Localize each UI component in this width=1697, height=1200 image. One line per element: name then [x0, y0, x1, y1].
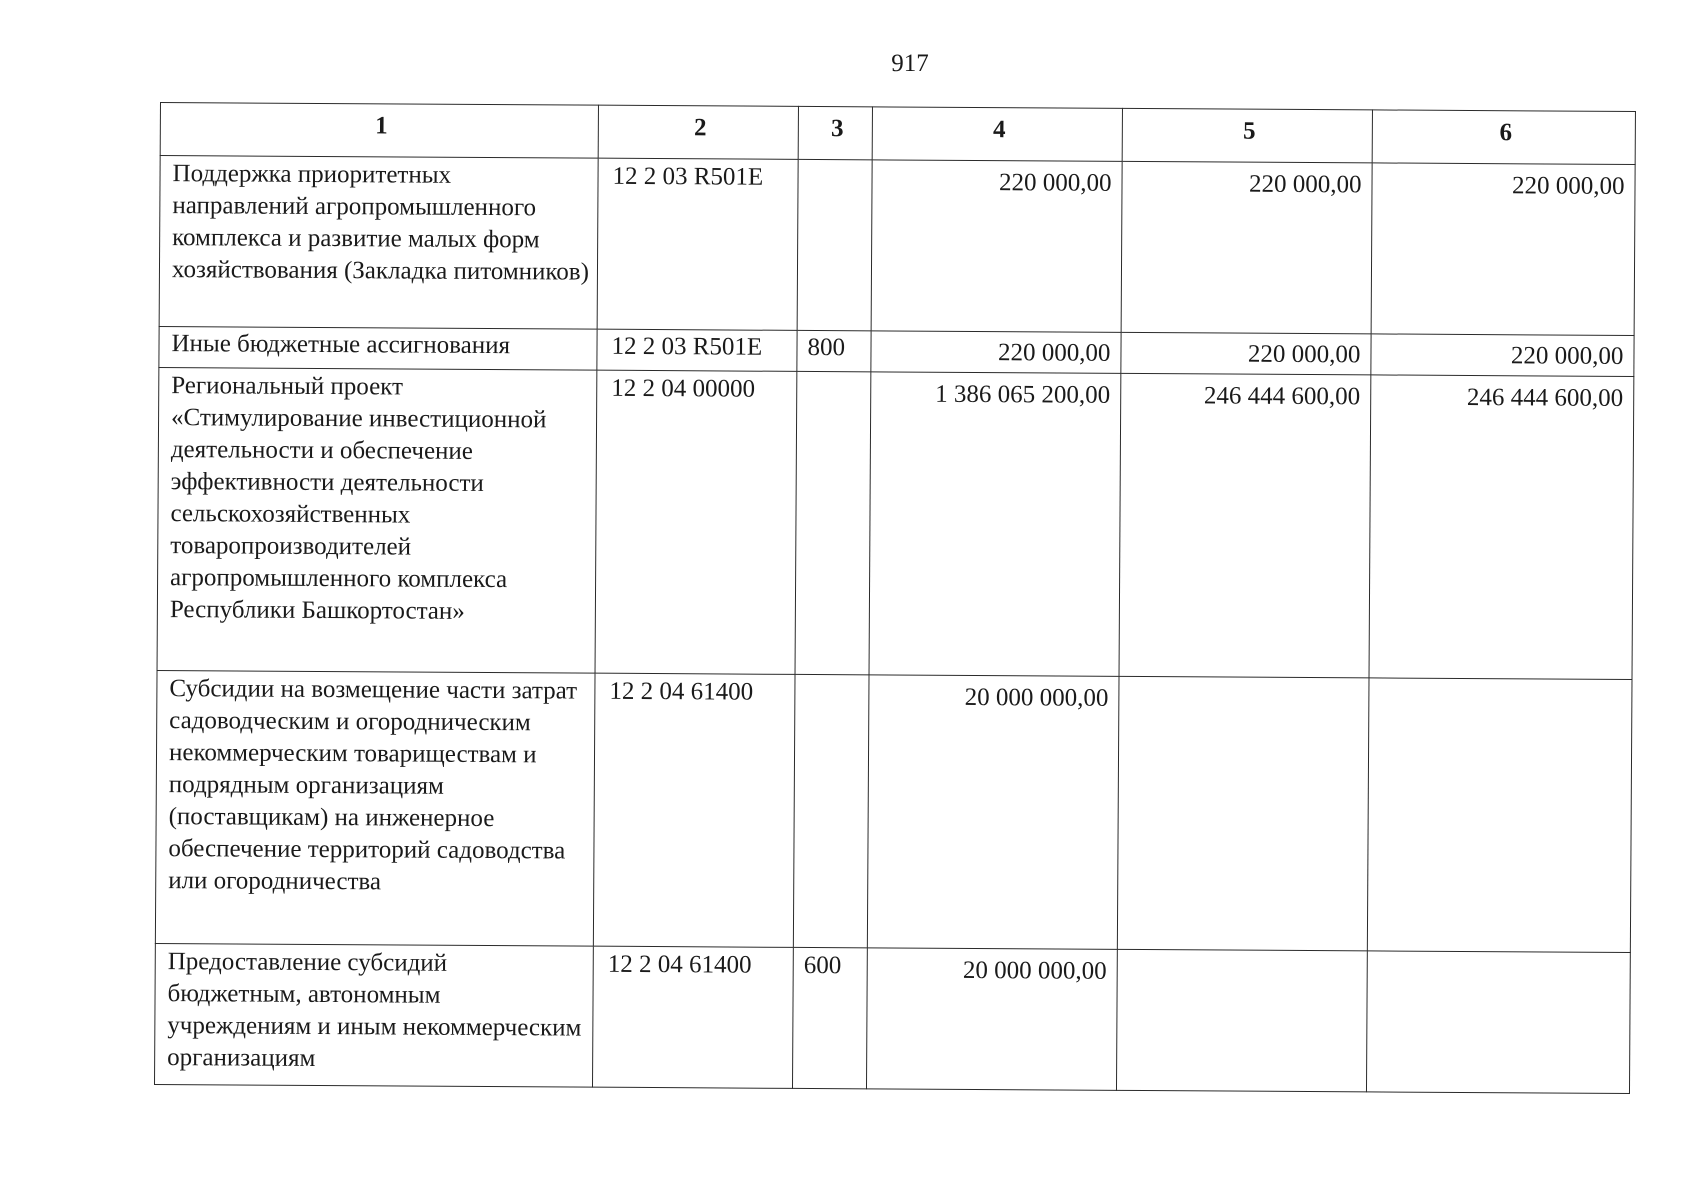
row-name: Субсидии на возмещение части затрат садоводческим и огородническим некоммерческим товариществам и подрядным организациям (поставщикам) на инженерное обеспечение территорий садоводства или огородничества — [155, 670, 595, 946]
row-value-4: 1 386 065 200,00 — [869, 372, 1121, 677]
row-type — [795, 371, 871, 674]
header-col-6: 6 — [1372, 110, 1635, 165]
header-col-2: 2 — [598, 105, 798, 159]
row-name: Иные бюджетные ассигнования — [159, 326, 597, 370]
row-type: 800 — [797, 330, 871, 371]
budget-table — [154, 102, 1636, 1094]
table-row — [154, 943, 1630, 1093]
table-row — [155, 670, 1632, 952]
row-value-6 — [1366, 951, 1630, 1094]
row-value-6: 220 000,00 — [1371, 163, 1635, 336]
header-col-1: 1 — [160, 103, 598, 159]
row-value-6: 246 444 600,00 — [1369, 375, 1634, 680]
table-header-row — [160, 103, 1635, 165]
row-value-5 — [1116, 949, 1367, 1092]
row-code: 12 2 04 61400 — [592, 946, 793, 1088]
row-value-5 — [1117, 676, 1369, 951]
table-row — [157, 367, 1634, 679]
row-code: 12 2 03 R501E — [597, 329, 797, 371]
row-value-6: 220 000,00 — [1371, 334, 1634, 377]
page-number: 917 — [891, 50, 929, 77]
row-value-4: 20 000 000,00 — [867, 675, 1119, 950]
row-type — [793, 674, 869, 947]
row-name: Региональный проект «Стимулирование инвестиционной деятельности и обеспечение эффективности деятельности сельскохозяйственных товаропроизводителей агропромышленного комплекса Республики Башкортостан» — [157, 367, 597, 673]
row-value-6 — [1367, 678, 1632, 953]
row-name: Предоставление субсидий бюджетным, автономным учреждениям и иным некоммерческим организациям — [154, 943, 593, 1087]
row-value-5: 220 000,00 — [1121, 161, 1372, 334]
row-name: Поддержка приоритетных направлений агропромышленного комплекса и развитие малых форм хозяйствования (Закладка питомников) — [159, 156, 598, 330]
row-value-5: 220 000,00 — [1121, 332, 1371, 375]
budget-table-wrapper — [154, 102, 1635, 1094]
row-type — [797, 159, 872, 330]
row-code: 12 2 04 00000 — [595, 370, 797, 674]
header-col-5: 5 — [1122, 108, 1372, 163]
row-value-4: 220 000,00 — [871, 160, 1122, 333]
header-col-4: 4 — [872, 107, 1122, 162]
row-value-4: 220 000,00 — [871, 331, 1121, 374]
row-code: 12 2 03 R501E — [597, 158, 798, 330]
row-value-5: 246 444 600,00 — [1119, 373, 1371, 678]
row-code: 12 2 04 61400 — [593, 673, 795, 947]
row-value-4: 20 000 000,00 — [866, 948, 1117, 1091]
table-row — [159, 156, 1635, 336]
row-type: 600 — [792, 947, 867, 1088]
header-col-3: 3 — [798, 106, 872, 159]
